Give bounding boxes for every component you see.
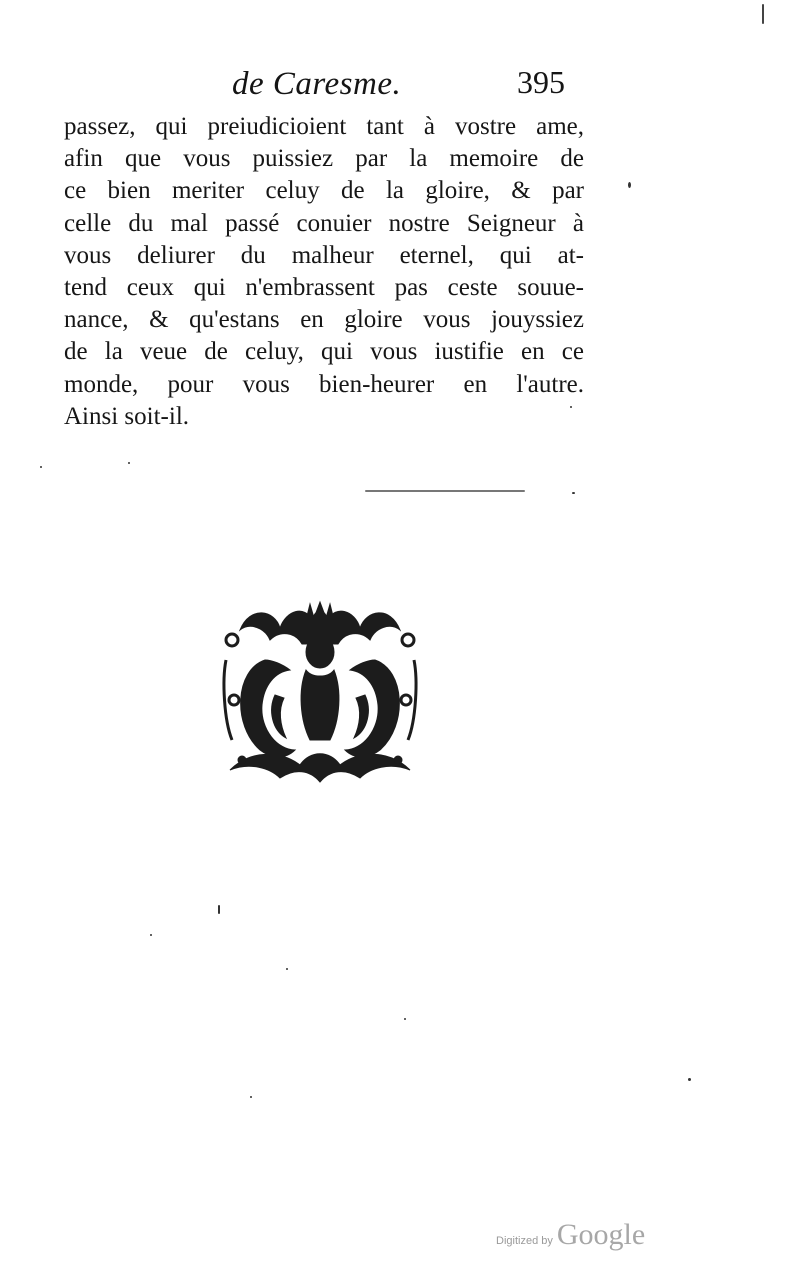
running-title: de Caresme. <box>232 66 402 102</box>
scan-speck <box>688 1078 691 1081</box>
scan-speck <box>628 182 631 188</box>
scan-speck <box>128 462 130 464</box>
text-line: de la veue de celuy, qui vous iustifie en ce <box>64 338 584 366</box>
tailpiece-ornament-icon <box>220 600 420 785</box>
scan-speck <box>404 1018 406 1020</box>
text-line: ce bien meriter celuy de la gloire, & par <box>64 177 584 205</box>
text-line: tend ceux qui n'embrassent pas ceste souue- <box>64 274 584 302</box>
scan-speck <box>250 1096 252 1098</box>
text-line: nance, & qu'estans en gloire vous jouyssiez <box>64 306 584 334</box>
text-line: passez, qui preiudicioient tant à vostre ame, <box>64 113 584 140</box>
scan-speck <box>365 490 525 492</box>
text-line: celle du mal passé conuier nostre Seigneur à <box>64 209 584 237</box>
scan-speck <box>572 492 575 494</box>
scan-speck <box>218 905 220 914</box>
text-line: vous deliurer du malheur eternel, qui at- <box>64 241 584 269</box>
scan-speck <box>762 4 764 24</box>
body-text <box>64 111 584 433</box>
scan-speck <box>150 934 152 936</box>
page-number: 395 <box>517 64 565 100</box>
scan-speck <box>286 968 288 970</box>
digitized-label: Digitized by <box>496 1235 553 1247</box>
text-line: Ainsi soit-il. <box>64 402 190 430</box>
text-line: monde, pour vous bien-heurer en l'autre. <box>64 370 584 398</box>
digitizer-brand: Google <box>556 1218 646 1251</box>
scan-speck <box>40 466 42 468</box>
text-line: afin que vous puissiez par la memoire de <box>64 145 584 173</box>
digitization-watermark <box>496 1218 645 1252</box>
scan-speck <box>570 406 572 408</box>
